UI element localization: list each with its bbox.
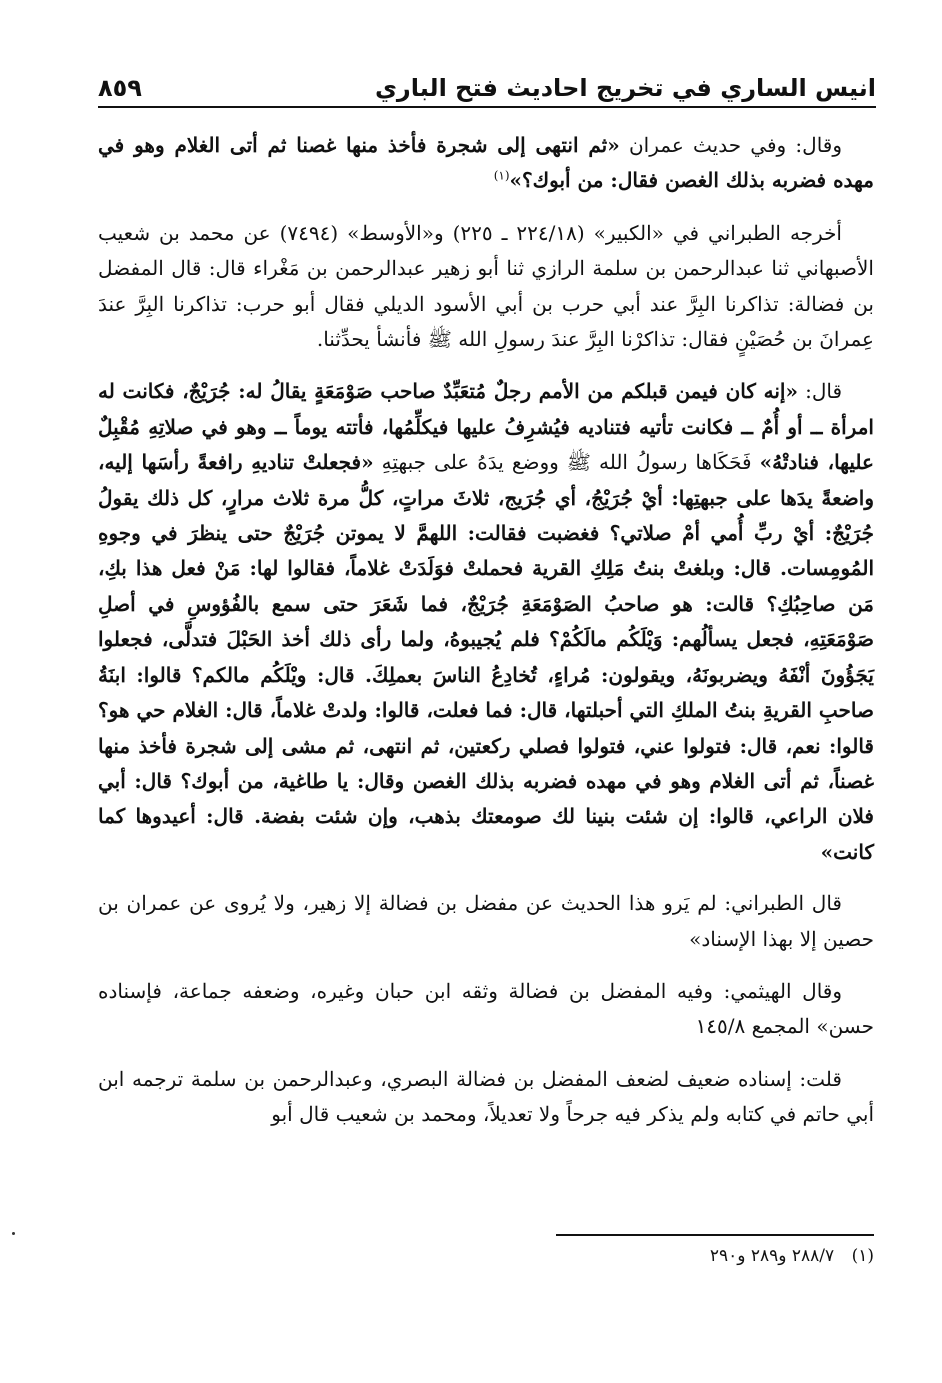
hadith-text-part-2: «فجعلتْ تناديهِ رافعةً رأسَها إليه، واضعةً يدَها على جبهتِها: أيْ جُرَيْجُ، أي جُرَيج، ثلاثَ مراتٍ، كلُّ مرة ثلاث مرارٍ، كل ذلك يقولُ جُرَيْجٌ: أيْ ربِّ أُمي أمْ صلاتي؟ فغضبت فقالت: اللهمَّ لا يموتن جُرَيْجٌ حتى ينظرَ في وجوهِ المُومِسات. قال: وبلغتْ بنتُ مَلِكِ القرية فحملتْ فوَلَدَتْ غلاماً، فقالوا لها: مَنْ فعل هذا بكِ، مَن صاحِبُكِ؟ قالت: هو صاحبُ الصَوْمَعَةِ جُرَيْجٌ، فما شَعَرَ حتى سمع بالفُؤوسِ في أصلِ صَوْمَعَتِهِ، فجعل يسألُهم: وَيْلَكُم مالَكُمْ؟ فلم يُجيبوهُ، ولما رأى ذلك أخذ الحَبْلَ فتدلَّى، فجعلوا يَجَؤُونَ أنْفَهُ ويضربونَهُ، ويقولون: مُراءٍ، تُخادِعُ الناسَ بعملِكَ. قال: ويْلَكُم مالكم؟ قالوا: ابنَةُ صاحبِ القريةِ بنتُ الملكِ التي أحبلتها، قال: فما فعلت، قالوا: ولدتْ غلاماً، قال: الغلام حي هو؟ قالوا: نعم، قال: فتولوا عني، فتولوا فصلي ركعتين، ثم انتهى، ثم مشى إلى شجرة فأخذ منها غصناً، ثم أتى الغلام وهو في مهده فضربه بذلك الغصن وقال: يا طاغية، من أبوك؟ قال: أبي فلان الراعي، قالوا: إن شئت بنينا لك صومعتك بذهب، وإن شئت بفضة. قال: أعيدوها كما كانت» [98, 450, 874, 864]
hadith-text-part-1: «إنه كان فيمن قبلكم من الأمم رجلٌ مُتعَبِّدٌ صاحب صَوْمَعَةٍ يقالُ له: جُرَيْجٌ، فكانت له امرأة ــ أو أُمٌ ــ فكانت تأتيه فتناديه فيُشرِفُ عليها فيكلِّمُها، فأتته يوماً ــ وهو في صلاتِهِ مُقْبِلٌ عليها، فنادتْهُ» [98, 379, 874, 475]
page-body [98, 128, 874, 1150]
paragraph-text: أخرجه الطبراني في «الكبير» (٢٢٤/١٨ ـ ٢٢٥) و«الأوسط» (٧٤٩٤) عن محمد بن شعيب الأصبهاني ثنا عبدالرحمن بن سلمة الرازي ثنا أبو زهير عبدالرحمن بن مَغْراء قال: قال المفضل بن فضالة: تذاكرنا البِرَّ عند أبي حرب بن أبي الأسود الديلي فقال أبو حرب: تذاكرنا البِرَّ عندَ عِمرانَ بن حُصَيْنٍ فقال: تذاكرْنا البِرَّ عندَ رسولِ الله ﷺ فأنشأ يحدِّثنا. [98, 220, 874, 352]
footnote-text: ٢٨٨/٧ و٢٨٩ و٢٩٠ [709, 1246, 835, 1266]
hadith-excerpt: «ثم انتهى إلى شجرة فأخذ منها غصنا ثم أتى الغلام وهو في مهده فضربه بذلك الغصن فقال: من أبوك؟» [98, 133, 874, 193]
paragraph-imran-quote [98, 128, 874, 199]
paragraph-tabarani [98, 886, 874, 957]
scan-speck [12, 1232, 15, 1235]
page-header [98, 56, 876, 108]
paragraph-hadith [98, 374, 874, 870]
paragraph-takhrij [98, 216, 874, 358]
page-number: ٨٥٩ [98, 74, 142, 102]
hadith-intro: قال: [797, 379, 843, 404]
footnote-divider [556, 1234, 874, 1236]
footnote-number: (١) [851, 1246, 874, 1266]
hadith-narration-note: فَحَكَاها رسولُ الله ﷺ ووضع يدَهُ على جبهتِهِ [373, 450, 760, 475]
paragraph-intro: وقال: وفي حديث عمران [619, 133, 843, 157]
paragraph-author-comment [98, 1062, 874, 1133]
paragraph-text: قلت: إسناده ضعيف لضعف المفضل بن فضالة البصري، وعبدالرحمن بن سلمة ترجمه ابن أبي حاتم في كتابه ولم يذكر فيه جرحاً ولا تعديلاً، ومحمد بن شعيب قال أبو [98, 1066, 874, 1127]
paragraph-haythami [98, 974, 874, 1045]
paragraph-text: قال الطبراني: لم يَرو هذا الحديث عن مفضل بن فضالة إلا زهير، ولا يُروى عن عمران بن حصين إلا بهذا الإسناد» [98, 891, 874, 951]
running-title: انيس الساري في تخريج احاديث فتح الباري [374, 74, 876, 102]
footnote [98, 1243, 874, 1269]
footnote-reference: (١) [493, 168, 510, 183]
paragraph-text: وقال الهيثمي: وفيه المفضل بن فضالة وثقه ابن حبان وغيره، وضعفه جماعة، فإسناده حسن» المجمع ١٤٥/٨ [98, 978, 874, 1039]
